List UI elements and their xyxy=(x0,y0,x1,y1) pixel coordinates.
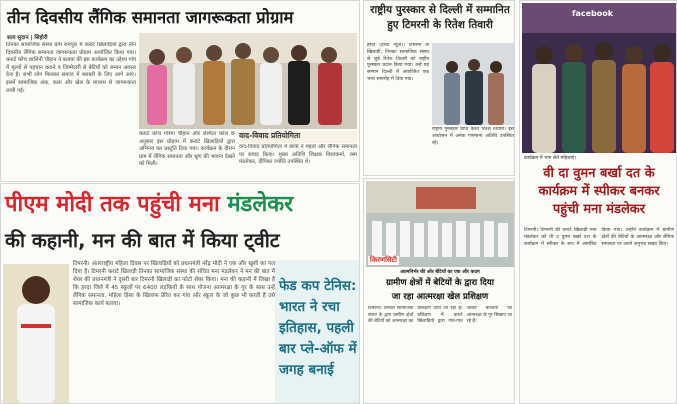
clip2-body: टिमरनी। अंतरराष्ट्रीय महिला दिवस पर खिलाड़ियों को प्रधानमंत्री नरेंद्र मोदी ने एक और खुशी का पल दिया है। टिमरनी कराटे खिलाड़ी तिनका सामाजिक संस्था की संचित मना मंडलेकर ने मन की बात में शेयर की प्रधानमंत्री ने दूसरी बार टिमरनी खिलाड़ी का फोटो शेयर किया। मना की कहानी में लिखा है कि हरदा जिले में 45 स्कूलों पर 6400 लड़कियों के साथ योजना आत्मरक्षा के गुर के साथ उन्हें लैंगिक समानता, महिला हिंसा के खिलाफ प्रेरित कर गांव और स्कूल के जो कुछ भी करती हैं उसे सामाजिक कार्य बताया। xyxy=(73,261,275,307)
clip3-caption: राष्ट्रीय पुरस्कार प्राप्त करते रितेश तिवारी। इस आयोजन में अनेक गणमान्य अतिथि उपस्थित रहे। xyxy=(432,127,514,146)
clip3-headline: राष्ट्रीय पुरस्कार से दिल्ली में सम्मानित हुए टिमरनी के रितेश तिवारी xyxy=(370,4,510,31)
clip-self-defence xyxy=(363,178,515,404)
clip-gender-equality xyxy=(0,0,360,182)
clip1-byline: सत्य सुदान | सिहोरी xyxy=(7,35,48,41)
clip-national-award xyxy=(363,0,515,176)
clip4-headline-line2: जा रहा आत्मरक्षा खेल प्रशिक्षण xyxy=(391,292,489,302)
clip5-body: टिमरनी। टिमरनी की कराटे खिलाड़ी मना मंडलेकर को वी द वुमन बर्खा दत्त के कार्यक्रम में स्पीकर के रूप में आमंत्रित किया गया। उन्होंने कार्यक्रम में ग्रामीण क्षेत्रों की बेटियों के आत्मरक्षा और लैंगिक समानता पर अपने अनुभव साझा किए। xyxy=(524,228,674,247)
clip2-headline-bottom: की कहानी, मन की बात में किया ट्वीट xyxy=(5,229,280,252)
clip1-debate-title: वाद-विवाद प्रतियोगिता xyxy=(239,131,357,143)
clip3-photo xyxy=(432,43,514,125)
clip1-headline: तीन दिवसीय लैंगिक समानता जागरूकता प्रोग्राम xyxy=(7,8,294,27)
clip4-masthead: किरणसिटी xyxy=(370,256,397,264)
clip4-photo xyxy=(366,181,514,267)
clip5-headline: वी दा वुमन बर्खा दत के कार्यक्रम में स्पीकर बनकर पहुंची मना मंडलेकर xyxy=(538,166,660,217)
clip5-banner: facebook xyxy=(572,9,614,18)
clip2-headline-top xyxy=(5,188,293,218)
clip2-sidebar-headline: फेड कप टेनिस: भारत ने रचा इतिहास, पहली बार प्ले-ऑफ में जगह बनाई xyxy=(279,278,357,378)
clip1-photo xyxy=(139,33,357,129)
clip4-body: टिमरनी। तिनका सामाजिक संस्था के द्वारा ग्रामीण क्षेत्रों की बेटियों को आत्मरक्षा का प्रशिक्षण दिया जा रहा है। प्रशिक्षण में कराटे खिलाड़ियों द्वारा गांव-गांव जाकर बच्चियों को आत्मरक्षा के गुर सिखाए जा रहे हैं। xyxy=(368,306,512,325)
clip-we-the-women xyxy=(519,0,677,404)
clip1-caption: कराटे कोच गरिमा चौहान और रश्मिता कोल के अनुसार इस प्रोग्राम में कराटे खिलाड़ियों द्वारा अभिनय कर प्रस्तुति दिया गया। कार्यक्रम के दौरान ग्राम में लैंगिक समानता और भ्रूण की भावना देखने को मिली। xyxy=(139,131,235,168)
clip3-body: हरदा (हरदा न्यूज़)। टिमरनी के खिलाड़ी, तिनका सामाजिक संस्था से जुड़े रितेश तिवारी को राष्ट्रीय पुरस्कार प्रदान किया गया। उन्हें यह सम्मान दिल्ली में आयोजित एक भव्य समारोह में दिया गया। xyxy=(367,43,429,82)
clip-modi-tweet xyxy=(0,183,360,404)
clip2-sidebar xyxy=(275,260,360,404)
clip5-photo xyxy=(522,3,676,153)
clip4-kicker: आत्मनिर्भर की ओर बेटियों का एक और कदम xyxy=(400,270,480,275)
clip2-headline-red: पीएम मोदी तक पहुंची मना xyxy=(5,192,220,217)
clip1-body: तिनका सामाजिक संस्था ग्राम रामपुरा में कराटे खिलाड़ियों द्वारा तीन दिवसीय लैंगिक समानता जागरूकता प्रोग्राम आयोजित किया गया। कराटे कोच शालिनी चौहान ने बताया की इस कार्यक्रम का उद्देश्य गांव में मूल्यों से पहचान कराने व जिम्मेदारी से बेटियों को समान अवसर देना है। सभी लोग मिलकर समाज में बराबरी के लिए आगे आएं। इसमें सामाजिक अंक, कला और खेल के माध्यम से जागरूकता लायी गई। xyxy=(6,42,136,94)
clip2-headline-name: मंडलेकर xyxy=(227,192,294,217)
clip1-debate-body: वाद-विवाद प्रतियोगिता में छात्रों ने महत्व और लैंगिक समानता पर संवाद किया। मुख्य अतिथि शिक्षक विश्वकर्मा, रस्म मंडलेकर, दीपिका ज्योति उपस्थित थे। xyxy=(239,144,357,166)
clip4-headline-line1: ग्रामीण क्षेत्रों में बेटियों के द्वारा दिया xyxy=(386,278,494,288)
clip5-photo-caption: कार्यक्रम में भाग लेते महिलाएं। xyxy=(524,156,577,161)
clip2-photo xyxy=(3,264,69,404)
